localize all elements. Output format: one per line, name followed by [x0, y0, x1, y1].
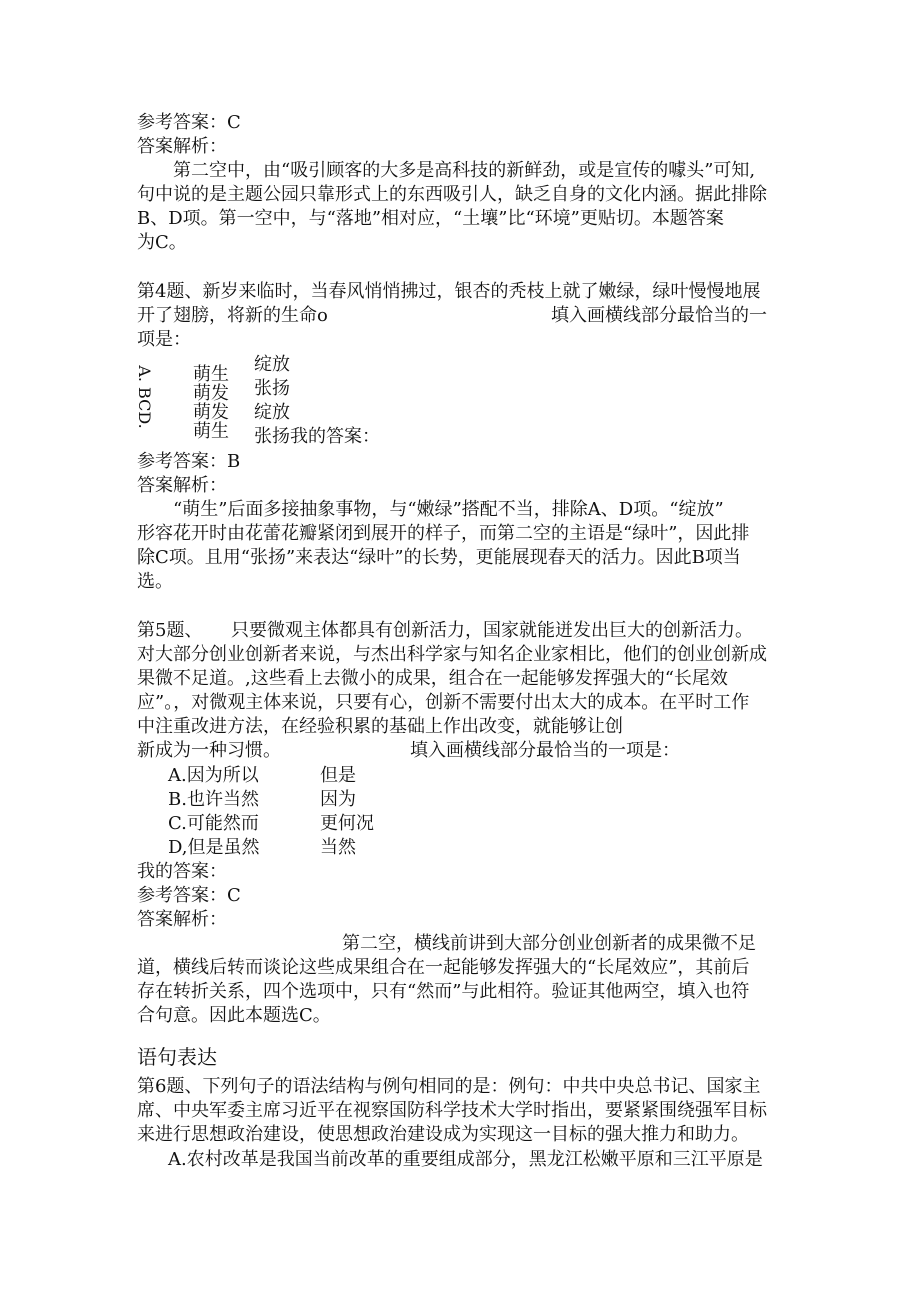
- q5-stem-line: 应”。，对微观主体来说，只要有心，创新不需要付出太大的成本。在平时工作: [137, 692, 750, 713]
- q6-stem-line: 第6题、下列句子的语法结构与例句相同的是：例句：中共中央总书记、国家主: [137, 1076, 761, 1097]
- q3-analysis-line: 为C。: [137, 232, 187, 253]
- q4-analysis-line: 选。: [137, 571, 173, 592]
- q5-option-first: C.可能然而: [168, 813, 259, 834]
- q5-stem-line-left: 新成为一种习惯。: [137, 740, 281, 761]
- q4-stem-line: 第4题、新岁来临时，当春风悄悄拂过，银杏的秃枝上就了嫩绿，绿叶慢慢地展: [137, 281, 761, 302]
- q5-option-second: 当然: [320, 837, 356, 858]
- q3-analysis-line: 句中说的是主题公园只靠形式上的东西吸引人，缺乏自身的文化内涵。据此排除: [137, 184, 767, 205]
- q3-reference-answer: 参考答案：C: [137, 112, 241, 133]
- q6-stem-line: 来进行思想政治建设，使思想政治建设成为实现这一目标的强大推力和助力。: [137, 1124, 749, 1145]
- q4-my-answer-label: 我的答案：: [290, 426, 380, 447]
- q4-option-second: 绽放: [254, 402, 290, 423]
- q5-reference-answer: 参考答案：C: [137, 885, 241, 906]
- q4-reference-answer: 参考答案：B: [137, 451, 241, 472]
- q5-analysis-line: 合句意。因此本题选C。: [137, 1005, 331, 1026]
- q4-option-letters: A. BCD.: [135, 365, 154, 429]
- q4-analysis-label: 答案解析：: [137, 475, 227, 496]
- q5-option-second: 但是: [320, 765, 356, 786]
- q3-analysis-label: 答案解析：: [137, 136, 227, 157]
- q5-analysis-line: 第二空，横线前讲到大部分创业创新者的成果微不足: [342, 933, 756, 954]
- q4-option-first: 萌生: [193, 421, 229, 442]
- q3-analysis-line: 第二空中，由“吸引顾客的大多是高科技的新鲜劲，或是宣传的噱头”可知,: [173, 160, 756, 181]
- q4-option-second: 张扬: [254, 378, 290, 399]
- q5-stem-line: 果微不足道。,这些看上去微小的成果，组合在一起能够发挥强大的“长尾效: [137, 668, 728, 689]
- q4-analysis-line: 除C项。且用“张扬”来表达“绿叶”的长势，更能展现春天的活力。因此B项当: [137, 547, 741, 568]
- q4-analysis-line: 形容花开时由花蕾花瓣紧闭到展开的样子，而第二空的主语是“绿叶”，因此排: [137, 523, 750, 544]
- q5-stem-label: 第5题、: [137, 620, 203, 641]
- q6-stem-line: 席、中央军委主席习近平在视察国防科学技术大学时指出，要紧紧围绕强军目标: [137, 1100, 767, 1121]
- q6-option-a: A.农村改革是我国当前改革的重要组成部分，黑龙江松嫩平原和三江平原是: [168, 1149, 763, 1170]
- q4-option-first: 萌发: [193, 383, 229, 404]
- q5-stem-line-right: 填入画横线部分最恰当的一项是：: [410, 740, 680, 761]
- q4-analysis-line: “萌生”后面多接抽象事物，与“嫩绿”搭配不当，排除A、D项。“绽放”: [173, 499, 724, 520]
- q5-analysis-label: 答案解析：: [137, 909, 227, 930]
- q4-option-first: 萌生: [193, 364, 229, 385]
- q5-stem-line: 只要微观主体都具有创新活力，国家就能迸发出巨大的创新活力。: [231, 620, 753, 641]
- q4-stem-line: 项是：: [137, 329, 191, 350]
- q4-stem-line-right: 填入画横线部分最恰当的一: [551, 305, 767, 326]
- q5-stem-line: 对大部分创业创新者来说，与杰出科学家与知名企业家相比，他们的创业创新成: [137, 644, 767, 665]
- q4-option-second: 张扬: [254, 426, 290, 447]
- q5-option-first: A.因为所以: [168, 765, 259, 786]
- q5-analysis-line: 道，横线后转而谈论这些成果组合在一起能够发挥强大的“长尾效应”，其前后: [137, 957, 750, 978]
- q4-stem-line-left: 开了翅膀，将新的生命o: [137, 305, 328, 326]
- q5-option-first: D,但是虽然: [168, 837, 260, 858]
- q3-analysis-line: B、D项。第一空中，与“落地”相对应，“土壤”比“环境”更贴切。本题答案: [137, 208, 724, 229]
- q5-option-second: 因为: [320, 789, 356, 810]
- q5-option-first: B.也许当然: [168, 789, 259, 810]
- q5-my-answer: 我的答案：: [137, 861, 227, 882]
- q5-analysis-line: 存在转折关系，四个选项中，只有“然而”与此相符。验证其他两空，填入也符: [137, 981, 750, 1002]
- section-heading: 语句表达: [137, 1045, 217, 1069]
- q4-option-second: 绽放: [254, 354, 290, 375]
- q4-option-first: 萌发: [193, 402, 229, 423]
- q5-stem-line: 中注重改进方法，在经验积累的基础上作出改变，就能够让创: [137, 716, 623, 737]
- q5-option-second: 更何况: [320, 813, 374, 834]
